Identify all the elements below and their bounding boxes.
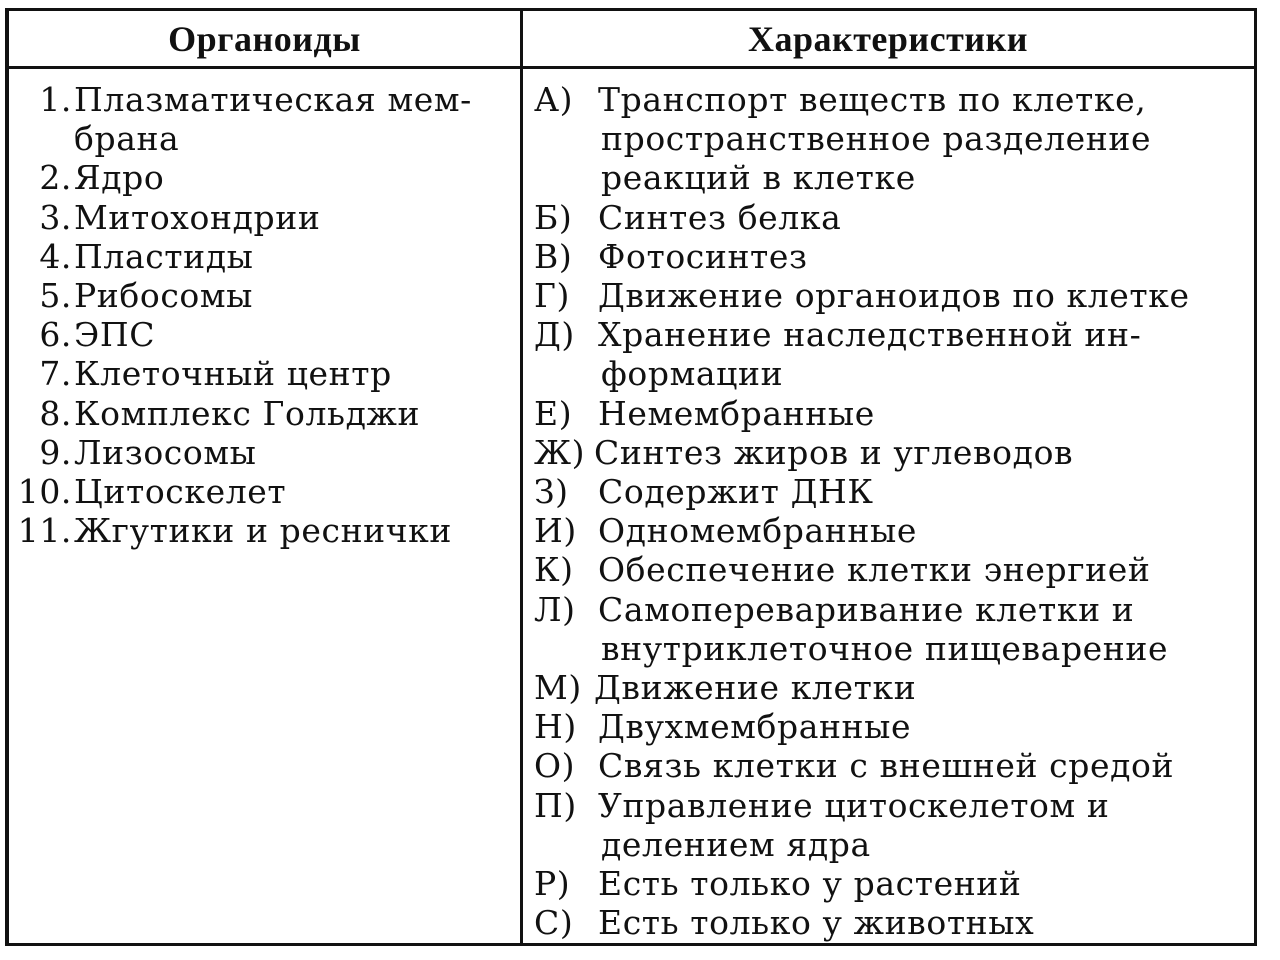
characteristic-text: Есть только у растений <box>598 864 1022 904</box>
organelle-text-continued: брана <box>74 119 180 159</box>
characteristic-letter: О) <box>534 746 576 786</box>
organelle-number: 1. <box>39 80 72 119</box>
characteristic-letter: З) <box>534 472 569 512</box>
organelle-item <box>16 433 516 472</box>
characteristic-text: Двухмембранные <box>598 707 912 747</box>
organelle-number: 6. <box>39 315 72 355</box>
organelle-text: Митохондрии <box>74 197 321 237</box>
characteristic-letter: Е) <box>534 393 573 433</box>
organelle-number: 2. <box>39 158 72 198</box>
characteristic-item <box>534 276 1252 315</box>
characteristic-letter: Р) <box>534 864 571 904</box>
organelle-text: Жгутики и реснички <box>74 511 452 551</box>
characteristic-text-continued: делением ядра <box>601 824 871 864</box>
characteristic-item <box>534 433 1252 472</box>
organelle-text: Плазматическая мем- <box>74 80 472 119</box>
organelle-text: Клеточный центр <box>74 354 392 394</box>
characteristic-text: Содержит ДНК <box>598 472 874 512</box>
characteristic-text: Одномембранные <box>598 511 917 551</box>
characteristic-letter: И) <box>534 511 577 551</box>
characteristic-text-continued: формации <box>601 354 784 394</box>
characteristic-item <box>534 864 1252 903</box>
organelle-number: 4. <box>39 236 72 276</box>
organelle-item <box>16 315 516 354</box>
organelle-item <box>16 511 516 550</box>
characteristic-text: Движение органоидов по клетке <box>598 276 1190 316</box>
organelle-item <box>16 80 516 158</box>
characteristic-text: Самопереваривание клетки и <box>598 589 1135 629</box>
characteristic-letter: Д) <box>534 315 575 355</box>
characteristic-text: Хранение наследственной ин- <box>598 315 1142 355</box>
organelle-number: 7. <box>39 354 72 394</box>
characteristic-item <box>534 668 1252 707</box>
characteristic-item <box>534 394 1252 433</box>
characteristic-letter: Г) <box>534 276 570 316</box>
characteristic-item <box>534 511 1252 550</box>
organelle-item <box>16 198 516 237</box>
characteristic-text: Фотосинтез <box>598 236 808 276</box>
organelle-text: Лизосомы <box>74 432 257 472</box>
organelle-item <box>16 394 516 433</box>
characteristic-letter: П) <box>534 785 577 825</box>
organelle-item <box>16 276 516 315</box>
organelle-number: 10. <box>17 472 72 512</box>
organelle-item <box>16 354 516 393</box>
characteristic-text: Обеспечение клетки энергией <box>598 550 1151 590</box>
characteristic-text: Есть только у животных <box>598 903 1035 943</box>
organelle-text: Комплекс Гольджи <box>74 393 421 433</box>
characteristic-item <box>534 80 1252 198</box>
organelle-text: ЭПС <box>74 315 156 355</box>
characteristic-item <box>534 786 1252 864</box>
characteristic-letter: В) <box>534 236 573 276</box>
header-characteristics: Характеристики <box>747 19 1029 59</box>
characteristic-text-continued: реакций в клетке <box>601 158 916 198</box>
header-organelles: Органоиды <box>168 19 361 59</box>
characteristic-letter: К) <box>534 550 574 590</box>
organelle-number: 11. <box>17 511 72 551</box>
characteristic-text: Синтез жиров и углеводов <box>594 432 1074 472</box>
organelle-item <box>16 472 516 511</box>
organelle-item <box>16 158 516 197</box>
organelle-text: Пластиды <box>74 236 254 276</box>
organelle-text: Цитоскелет <box>74 472 287 512</box>
organelle-number: 8. <box>39 393 72 433</box>
characteristic-text-continued: внутриклеточное пищеварение <box>601 628 1169 668</box>
characteristic-letter: Ж) <box>534 432 586 472</box>
characteristic-text-continued: пространственное разделение <box>601 119 1152 159</box>
column-divider <box>520 8 523 946</box>
characteristic-item <box>534 237 1252 276</box>
characteristic-text: Связь клетки с внешней средой <box>598 746 1175 786</box>
characteristic-text: Немембранные <box>598 393 875 433</box>
organelle-number: 3. <box>39 197 72 237</box>
header-divider <box>5 66 1257 69</box>
characteristic-text: Движение клетки <box>594 668 917 708</box>
characteristic-text: Синтез белка <box>598 197 842 237</box>
organelle-text: Рибосомы <box>74 276 254 316</box>
characteristic-letter: Н) <box>534 707 577 747</box>
characteristic-letter: М) <box>534 668 582 708</box>
characteristic-item <box>534 707 1252 746</box>
organelles-list <box>16 80 516 550</box>
characteristic-text: Транспорт веществ по клетке, <box>598 80 1147 119</box>
characteristics-list <box>534 80 1252 942</box>
organelle-text: Ядро <box>74 158 165 198</box>
characteristic-item <box>534 472 1252 511</box>
organelle-number: 5. <box>39 276 72 316</box>
characteristic-letter: А) <box>534 80 574 119</box>
characteristic-item <box>534 590 1252 668</box>
characteristic-item <box>534 198 1252 237</box>
characteristic-item <box>534 746 1252 785</box>
organelle-number: 9. <box>39 432 72 472</box>
characteristic-letter: Б) <box>534 197 573 237</box>
characteristic-item <box>534 903 1252 942</box>
characteristic-item <box>534 315 1252 393</box>
characteristic-item <box>534 550 1252 589</box>
characteristic-text: Управление цитоскелетом и <box>598 785 1110 825</box>
characteristic-letter: Л) <box>534 589 576 629</box>
organelle-item <box>16 237 516 276</box>
characteristic-letter: С) <box>534 903 574 943</box>
